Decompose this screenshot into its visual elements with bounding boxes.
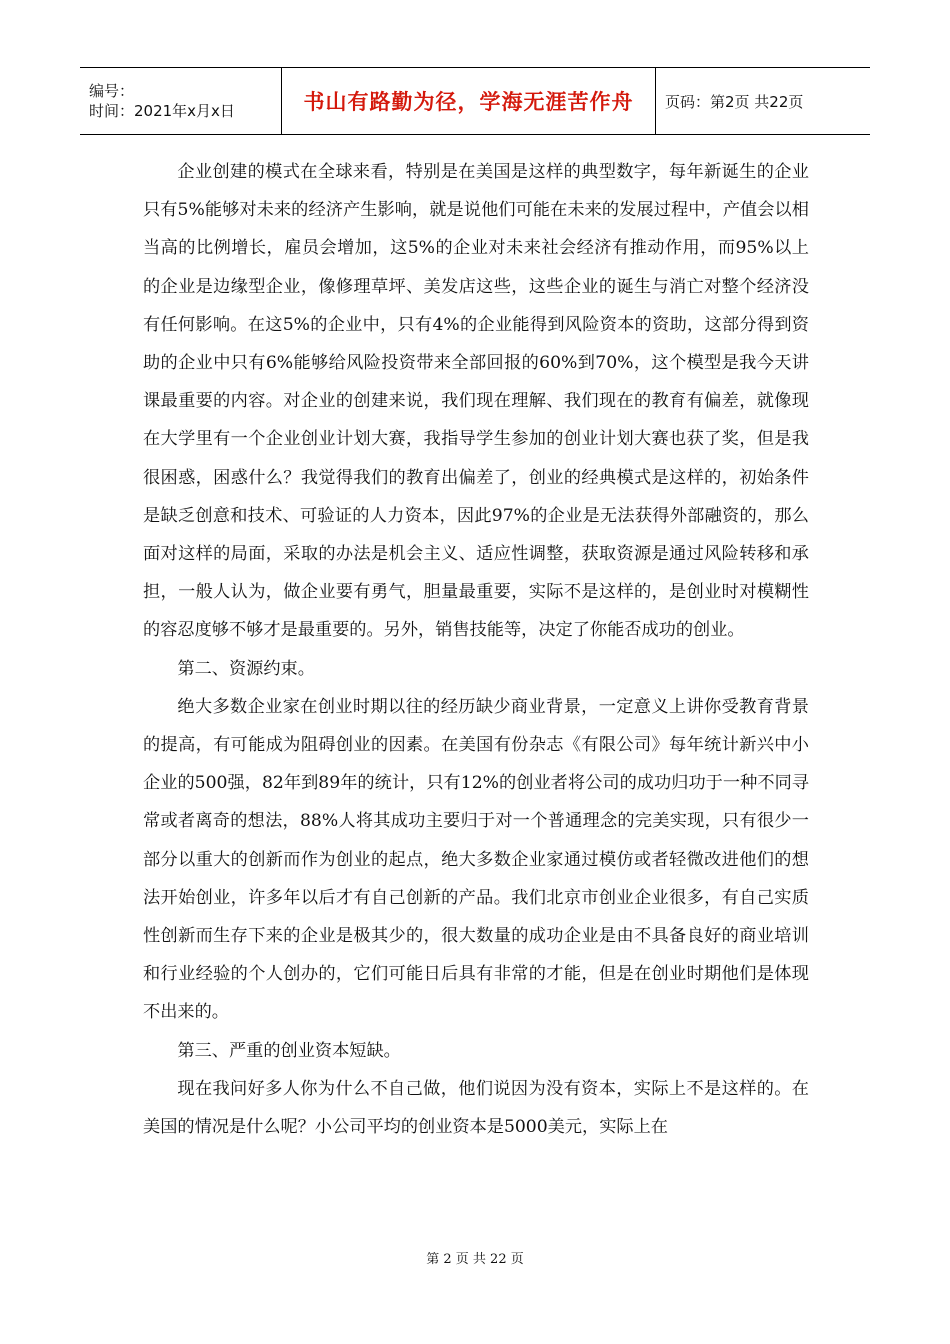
document-number-label: 编号： — [89, 82, 135, 100]
paragraph: 企业创建的模式在全球来看，特别是在美国是这样的典型数字，每年新诞生的企业只有5%能够对未来的经济产生影响，就是说他们可能在未来的发展过程中，产值会以相当高的比例增长，雇员会增加，这5%的企业对未来社会经济有推动作用，而95%以上的企业是边缘型企业，像修理草坪、美发店这些，这些企业的诞生与消亡对整个经济没有任何影响。在这5%的企业中，只有4%的企业能得到风险资本的资助，这部分得到资助的企业中只有6%能够给风险投资带来全部回报的60%到70%，这个模型是我今天讲课最重要的内容。对企业的创建来说，我们现在理解、我们现在的教育有偏差，就像现在大学里有一个企业创业计划大赛，我指导学生参加的创业计划大赛也获了奖，但是我很困惑，困惑什么？我觉得我们的教育出偏差了，创业的经典模式是这样的，初始条件是缺乏创意和技术、可验证的人力资本，因此97%的企业是无法获得外部融资的，那么面对这样的局面，采取的办法是机会主义、适应性调整，获取资源是通过风险转移和承担，一般人认为，做企业要有勇气，胆量最重要，实际不是这样的，是创业时对模糊性的容忍度够不够才是最重要的。另外，销售技能等，决定了你能否成功的创业。 — [143, 162, 809, 641]
paragraph: 绝大多数企业家在创业时期以往的经历缺少商业背景，一定意义上讲你受教育背景的提高，有可能成为阻碍创业的因素。在美国有份杂志《有限公司》每年统计新兴中小企业的500强，82年到89年的统计，只有12%的创业者将公司的成功归功于一种不同寻常或者离奇的想法，88%人将其成功主要归于对一个普通理念的完美实现，只有很少一部分以重大的创新而作为创业的起点，绝大多数企业家通过模仿或者轻微改进他们的想法开始创业，许多年以后才有自己创新的产品。我们北京市创业企业很多，有自己实质性创新而生存下来的企业是极其少的，很大数量的成功企业是由不具备良好的商业培训和行业经验的个人创办的，它们可能日后具有非常的才能，但是在创业时期他们是体现不出来的。 — [143, 696, 809, 1023]
document-date-label: 时间：2021年x月x日 — [89, 102, 235, 120]
header-meta-cell — [80, 68, 282, 134]
section-heading: 第三、严重的创业资本短缺。 — [177, 1040, 401, 1061]
section-heading: 第二、资源约束。 — [177, 658, 315, 679]
document-header — [80, 67, 870, 135]
header-page-info: 页码：第2页 共22页 — [665, 92, 804, 111]
document-body — [143, 153, 809, 1146]
header-motto-cell — [282, 68, 656, 134]
header-page-cell — [656, 68, 870, 134]
paragraph: 现在我问好多人你为什么不自己做，他们说因为没有资本，实际上不是这样的。在美国的情况是什么呢？小公司平均的创业资本是5000美元，实际上在 — [143, 1078, 809, 1138]
header-motto: 书山有路勤为径，学海无涯苦作舟 — [303, 90, 634, 114]
page-footer: 第 2 页 共 22 页 — [426, 1252, 524, 1267]
